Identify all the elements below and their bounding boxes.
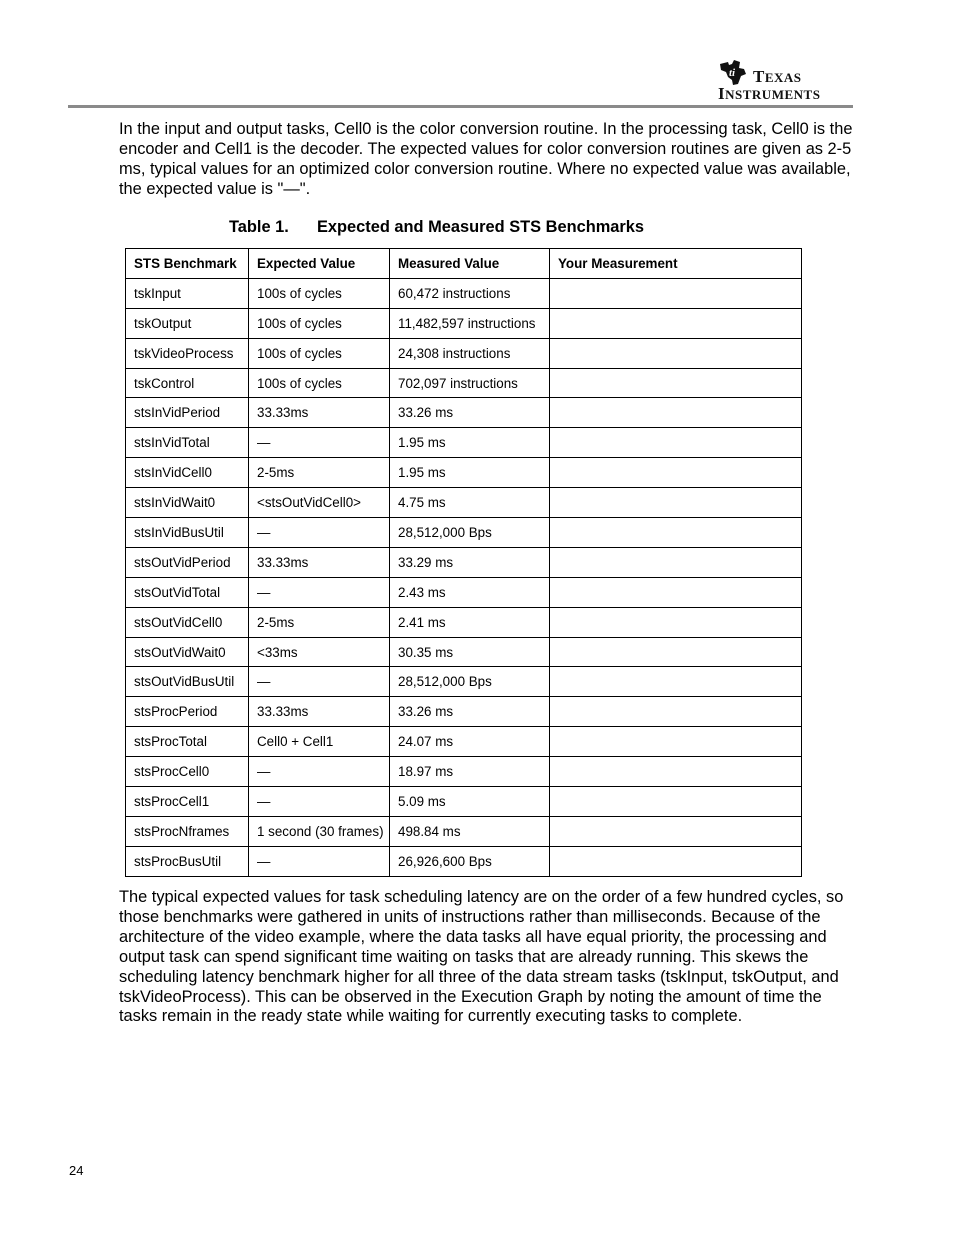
benchmark-cell: tskInput [126,278,249,308]
your-measurement-cell [550,727,802,757]
benchmark-cell: stsOutVidWait0 [126,637,249,667]
expected-value-cell: 100s of cycles [249,368,390,398]
expected-value-cell: 33.33ms [249,547,390,577]
table-row [126,697,802,727]
table-row [126,727,802,757]
column-header: Expected Value [249,249,390,279]
measured-value-cell: 1.95 ms [390,458,550,488]
table-row [126,368,802,398]
table-row [126,428,802,458]
column-header: Measured Value [390,249,550,279]
your-measurement-cell [550,637,802,667]
your-measurement-cell [550,547,802,577]
your-measurement-cell [550,846,802,876]
expected-value-cell: 33.33ms [249,697,390,727]
measured-value-cell: 28,512,000 Bps [390,667,550,697]
table-row [126,278,802,308]
table-row [126,577,802,607]
measured-value-cell: 5.09 ms [390,787,550,817]
expected-value-cell: — [249,577,390,607]
expected-value-cell: <33ms [249,637,390,667]
benchmark-cell: tskControl [126,368,249,398]
measured-value-cell: 2.43 ms [390,577,550,607]
expected-value-cell: — [249,787,390,817]
your-measurement-cell [550,577,802,607]
your-measurement-cell [550,398,802,428]
measured-value-cell: 24,308 instructions [390,338,550,368]
expected-value-cell: 33.33ms [249,398,390,428]
page-number: 24 [69,1163,84,1178]
table-caption-number: Table 1. [229,218,289,236]
your-measurement-cell [550,368,802,398]
measured-value-cell: 2.41 ms [390,607,550,637]
closing-paragraph: The typical expected values for task scheduling latency are on the order of a few hundred cycles, so those benchmarks were gathered in units of instructions rather than milliseconds. Because of the architecture of the video example, where the data tasks all have equal priority, the processing and output task can spend significant time waiting on tasks that are already running. This skews the scheduling latency benchmark higher for all three of the data stream tasks (tskInput, tskOutput, and tskVideoProcess). This can be observed in the Execution Graph by noting the amount of time the tasks remain in the ready state while waiting for currently executing tasks to complete. [119,888,844,1026]
table-row [126,518,802,548]
benchmark-cell: stsInVidWait0 [126,488,249,518]
benchmark-cell: stsProcCell0 [126,757,249,787]
your-measurement-cell [550,308,802,338]
table-caption-title: Expected and Measured STS Benchmarks [317,218,645,236]
expected-value-cell: 2-5ms [249,607,390,637]
your-measurement-cell [550,607,802,637]
measured-value-cell: 26,926,600 Bps [390,846,550,876]
measured-value-cell: 702,097 instructions [390,368,550,398]
logo-line1: TEXAS [753,67,802,86]
intro-paragraph: In the input and output tasks, Cell0 is the color conversion routine. In the processing task, Cell0 is the encoder and Cell1 is the decoder. The expected values for color conversion routines are given as 2-5 ms, typical values for an optimized color conversion routine. Where no expected value was available, the expected value is "—". [119,120,853,198]
expected-value-cell: — [249,667,390,697]
table-row [126,667,802,697]
your-measurement-cell [550,697,802,727]
benchmark-cell: stsProcCell1 [126,787,249,817]
benchmark-table [125,248,802,877]
measured-value-cell: 33.26 ms [390,697,550,727]
table-row [126,547,802,577]
expected-value-cell: — [249,428,390,458]
your-measurement-cell [550,338,802,368]
expected-value-cell: <stsOutVidCell0> [249,488,390,518]
expected-value-cell: — [249,757,390,787]
expected-value-cell: 1 second (30 frames) [249,816,390,846]
benchmark-cell: stsProcBusUtil [126,846,249,876]
benchmark-cell: stsOutVidTotal [126,577,249,607]
table-row [126,637,802,667]
expected-value-cell: Cell0 + Cell1 [249,727,390,757]
measured-value-cell: 4.75 ms [390,488,550,518]
table-row [126,787,802,817]
table-row [126,488,802,518]
benchmark-cell: stsProcPeriod [126,697,249,727]
measured-value-cell: 498.84 ms [390,816,550,846]
measured-value-cell: 28,512,000 Bps [390,518,550,548]
your-measurement-cell [550,458,802,488]
header-rule [68,105,853,108]
expected-value-cell: — [249,518,390,548]
benchmark-cell: stsInVidCell0 [126,458,249,488]
measured-value-cell: 11,482,597 instructions [390,308,550,338]
benchmark-cell: stsOutVidCell0 [126,607,249,637]
your-measurement-cell [550,488,802,518]
your-measurement-cell [550,816,802,846]
benchmark-cell: stsProcNframes [126,816,249,846]
ti-logo-icon [718,60,748,86]
table-row [126,846,802,876]
svg-text:ti: ti [729,67,736,79]
measured-value-cell: 1.95 ms [390,428,550,458]
expected-value-cell: 100s of cycles [249,308,390,338]
benchmark-cell: tskOutput [126,308,249,338]
benchmark-cell: stsInVidBusUtil [126,518,249,548]
expected-value-cell: 100s of cycles [249,278,390,308]
measured-value-cell: 60,472 instructions [390,278,550,308]
logo-line2: INSTRUMENTS [718,84,821,103]
table-row [126,816,802,846]
table-row [126,607,802,637]
benchmark-cell: stsOutVidPeriod [126,547,249,577]
measured-value-cell: 33.29 ms [390,547,550,577]
measured-value-cell: 30.35 ms [390,637,550,667]
benchmark-cell: stsInVidTotal [126,428,249,458]
your-measurement-cell [550,787,802,817]
measured-value-cell: 18.97 ms [390,757,550,787]
expected-value-cell: 2-5ms [249,458,390,488]
expected-value-cell: 100s of cycles [249,338,390,368]
table-row [126,338,802,368]
table-row [126,458,802,488]
table-row [126,398,802,428]
benchmark-cell: stsInVidPeriod [126,398,249,428]
measured-value-cell: 33.26 ms [390,398,550,428]
your-measurement-cell [550,278,802,308]
column-header: Your Measurement [550,249,802,279]
benchmark-cell: stsProcTotal [126,727,249,757]
table-caption [229,218,644,237]
your-measurement-cell [550,428,802,458]
table-row [126,757,802,787]
expected-value-cell: — [249,846,390,876]
texas-instruments-logo [718,60,848,104]
measured-value-cell: 24.07 ms [390,727,550,757]
table-row [126,308,802,338]
your-measurement-cell [550,757,802,787]
table-body [126,278,802,876]
column-header: STS Benchmark [126,249,249,279]
your-measurement-cell [550,518,802,548]
table-header-row [126,249,802,279]
benchmark-cell: tskVideoProcess [126,338,249,368]
benchmark-cell: stsOutVidBusUtil [126,667,249,697]
your-measurement-cell [550,667,802,697]
